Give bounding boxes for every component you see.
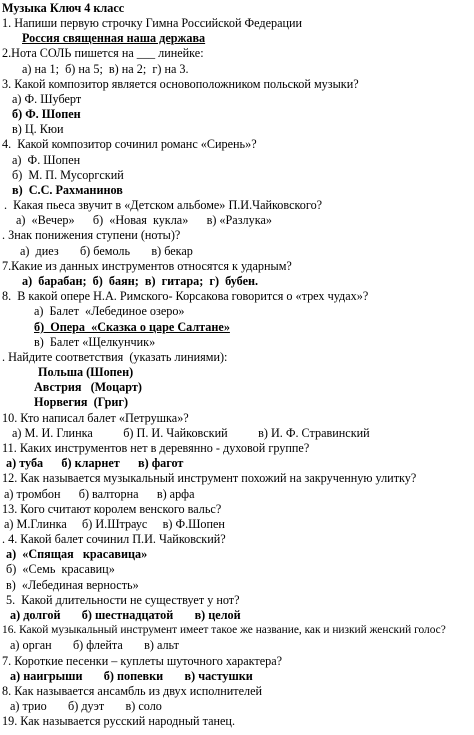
option-line: а) долгой б) шестнадцатой в) целой bbox=[10, 608, 241, 622]
question-line: . 4. Какой балет сочинил П.И. Чайковский? bbox=[2, 532, 226, 546]
answer-line: Россия священная наша держава bbox=[22, 31, 206, 45]
match-item: Норвегия (Григ) bbox=[34, 395, 129, 409]
option-line: в) Ц. Кюи bbox=[12, 122, 64, 136]
option-line: а) барабан; б) баян; в) гитара; г) бубен. bbox=[22, 274, 259, 288]
question-line: 7. Короткие песенки – куплеты шуточного характера? bbox=[2, 654, 283, 668]
option-line: а) диез б) бемоль в) бекар bbox=[20, 244, 193, 258]
question-line: 3. Какой композитор является основоположником польской музыки? bbox=[2, 77, 359, 91]
option-line: а) Ф. Шопен bbox=[12, 153, 81, 167]
option-line: а) «Вечер» б) «Новая кукла» в) «Разлука» bbox=[16, 213, 272, 227]
option-line: в) С.С. Рахманинов bbox=[12, 183, 123, 197]
option-line: а) М. И. Глинка б) П. И. Чайковский в) И. Ф. Стравинский bbox=[12, 426, 370, 440]
option-line: а) туба б) кларнет в) фагот bbox=[6, 456, 184, 470]
question-line: . Какая пьеса звучит в «Детском альбоме» П.И.Чайковского? bbox=[4, 198, 323, 212]
question-line: 12. Как называется музыкальный инструмент похожий на закрученную улитку? bbox=[2, 471, 417, 485]
question-line: 8. В какой опере Н.А. Римского- Корсакова говорится о «трех чудах»? bbox=[2, 289, 369, 303]
match-item: Австрия (Моцарт) bbox=[34, 380, 142, 394]
question-line: 1. Напиши первую строчку Гимна Российской Федерации bbox=[2, 16, 303, 30]
option-line: б) М. П. Мусоргский bbox=[12, 168, 124, 182]
question-line: 19. Как называется русский народный танец. bbox=[2, 714, 236, 728]
option-line: в) Балет «Щелкунчик» bbox=[34, 335, 156, 349]
question-line: . Найдите соответствия (указать линиями): bbox=[2, 350, 228, 364]
answer-line: а) на 1; б) на 5; в) на 2; г) на 3. bbox=[22, 62, 189, 76]
question-line: 10. Кто написал балет «Петрушка»? bbox=[2, 411, 189, 425]
question-line: 11. Каких инструментов нет в деревянно - духовой группе? bbox=[2, 441, 310, 455]
option-line: а) наигрыши б) попевки в) частушки bbox=[10, 669, 253, 683]
question-line: 7.Какие из данных инструментов относятся к ударным? bbox=[2, 259, 292, 273]
option-line: в) «Лебединая верность» bbox=[6, 578, 139, 592]
option-line: а) М.Глинка б) И.Штраус в) Ф.Шопен bbox=[4, 517, 225, 531]
question-line: . Знак понижения ступени (ноты)? bbox=[2, 228, 181, 242]
option-line: а) орган б) флейта в) альт bbox=[10, 638, 179, 652]
option-line: а) тромбон б) валторна в) арфа bbox=[4, 487, 195, 501]
question-line: 16. Какой музыкальный инструмент имеет такое же название, как и низкий женский голос? bbox=[2, 624, 446, 636]
question-line: 2.Нота СОЛЬ пишется на ___ линейке: bbox=[2, 46, 204, 60]
option-line: б) Опера «Сказка о царе Салтане» bbox=[34, 320, 230, 334]
option-line: а) Балет «Лебединое озеро» bbox=[34, 304, 185, 318]
question-line: 4. Какой композитор сочинил романс «Сирень»? bbox=[2, 137, 257, 151]
question-line: 8. Как называется ансамбль из двух исполнителей bbox=[2, 684, 263, 698]
question-line: 5. Какой длительности не существует у нот? bbox=[6, 593, 240, 607]
match-item: Польша (Шопен) bbox=[38, 365, 134, 379]
option-line: а) «Спящая красавица» bbox=[6, 547, 148, 561]
option-line: а) Ф. Шуберт bbox=[12, 92, 82, 106]
option-line: б) Ф. Шопен bbox=[12, 107, 81, 121]
option-line: б) «Семь красавиц» bbox=[6, 562, 115, 576]
option-line: а) трио б) дуэт в) соло bbox=[10, 699, 162, 713]
question-line: 13. Кого считают королем венского вальс? bbox=[2, 502, 222, 516]
document-title: Музыка Ключ 4 класс bbox=[2, 1, 125, 15]
